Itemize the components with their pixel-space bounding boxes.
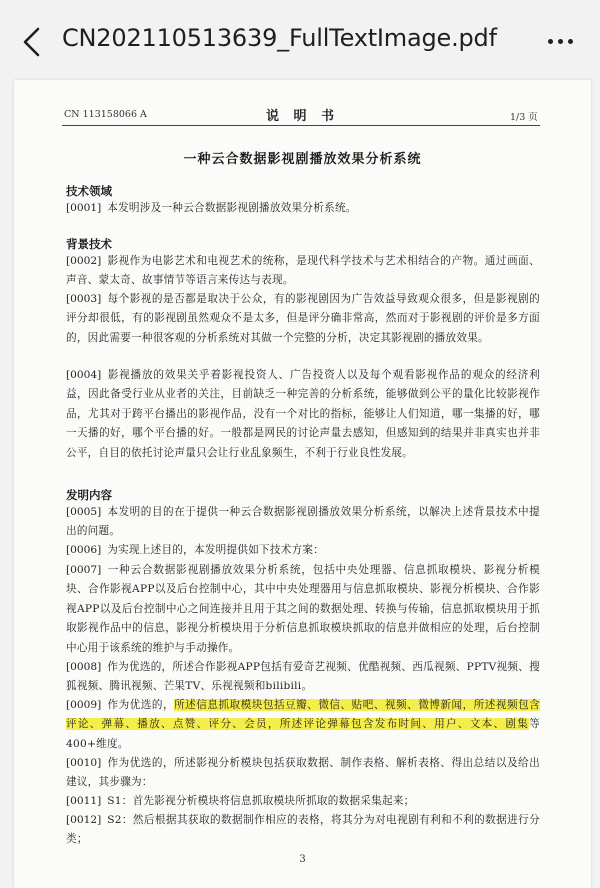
section-heading-tech-field: 技术领域 bbox=[66, 184, 112, 198]
paragraph-0007 bbox=[66, 561, 540, 658]
paragraph-number: [0010] bbox=[66, 757, 102, 769]
document-title: 一种云合数据影视剧播放效果分析系统 bbox=[183, 152, 422, 167]
paragraph-text: 影视作为电影艺术和电视艺术的统称，是现代科学技术与艺术相结合的产物。通过画面、声音、蒙太奇、故事情节等语言来传达与表现。 bbox=[66, 255, 540, 287]
paragraph-number: [0009] bbox=[66, 699, 102, 711]
page-indicator: 1/3 页 bbox=[510, 112, 538, 123]
paragraph-0011 bbox=[66, 792, 540, 811]
paragraph-text: 本发明的目的在于提供一种云合数据影视剧播放效果分析系统，以解决上述背景技术中提出的问题。 bbox=[66, 506, 540, 538]
paragraph-text: 本发明涉及一种云合数据影视剧播放效果分析系统。 bbox=[107, 202, 357, 214]
more-dots-icon bbox=[548, 39, 553, 44]
back-button[interactable] bbox=[14, 24, 50, 60]
paragraph-0005 bbox=[66, 503, 540, 542]
section-heading-invention: 发明内容 bbox=[66, 488, 112, 502]
paragraph-number: [0011] bbox=[66, 795, 102, 807]
paragraph-0012 bbox=[66, 811, 540, 850]
paragraph-number: [0012] bbox=[66, 814, 102, 826]
paragraph-0010 bbox=[66, 754, 540, 793]
paragraph-number: [0007] bbox=[66, 564, 102, 576]
header-divider bbox=[62, 125, 540, 126]
paragraph-number: [0005] bbox=[66, 506, 102, 518]
paragraph-number: [0006] bbox=[66, 544, 102, 556]
paragraph-text: 一种云合数据影视剧播放效果分析系统，包括中央处理器、信息抓取模块、影视分析模块、合作影视APP以及后台控制中心，其中中央处理器用与信息抓取模块、影视分析模块、合作影视APP以及后台控制中心之间连接并且用于其之间的数据处理、转换与传输，信息抓取模块用于抓取影视作品中的信息，影视分析模块用于分析信息抓取模块抓取的信息并做相应的处理，后台控制中心用于该系统的维护与手动操作。 bbox=[66, 564, 540, 654]
paragraph-text: 作为优选的，所述影视分析模块包括获取数据、制作表格、解析表格、得出总结以及给出建议，其步骤为： bbox=[66, 757, 540, 789]
paragraph-text: 为实现上述目的，本发明提供如下技术方案： bbox=[107, 544, 325, 556]
paragraph-lead: 作为优选的， bbox=[107, 699, 175, 711]
paragraph-0008 bbox=[66, 658, 540, 697]
chevron-left-icon bbox=[22, 27, 42, 57]
paragraph-tail: 等400+维度。 bbox=[66, 718, 540, 750]
top-bar bbox=[0, 0, 600, 78]
paragraph-text: 每个影视的是否都是取决于公众，有的影视剧因为广告效益导致观众很多，但是影视剧的评分却很低，有的影视剧虽然观众不是太多，但是评分确非常高，然而对于影视剧的评价是多方面的，因此需要一种很客观的分析系统对其做一个完整的分析，决定其影视剧的播放效果。 bbox=[66, 293, 540, 344]
header-title: 说 明 书 bbox=[266, 109, 340, 124]
paragraph-number: [0001] bbox=[66, 202, 102, 214]
highlighted-text: 所述信息抓取模块包括豆瓣、微信、贴吧、视频、微博新闻，所述视频包含评论、弹幕、播放、点赞、评分、会员，所述评论弹幕包含发布时间、用户、文本、剧集 bbox=[66, 699, 541, 731]
file-title: CN202110513639_FullTextImage.pdf bbox=[62, 24, 497, 52]
paragraph-0004 bbox=[66, 366, 540, 463]
paragraph-0002 bbox=[66, 252, 540, 291]
paragraph-number: [0002] bbox=[66, 255, 102, 267]
more-button[interactable] bbox=[540, 26, 580, 56]
paragraph-0006 bbox=[66, 541, 540, 560]
paragraph-number: [0003] bbox=[66, 293, 102, 305]
paragraph-number: [0004] bbox=[66, 369, 102, 381]
paragraph-0003 bbox=[66, 290, 540, 348]
paragraph-0009 bbox=[66, 696, 540, 754]
pdf-page[interactable] bbox=[14, 80, 591, 888]
section-heading-background: 背景技术 bbox=[66, 237, 112, 251]
paragraph-number: [0008] bbox=[66, 661, 102, 673]
paragraph-0001 bbox=[66, 199, 540, 218]
paragraph-text: 作为优选的，所述合作影视APP包括有爱奇艺视频、优酷视频、西瓜视频、PPTV视频、搜狐视频、腾讯视频、芒果TV、乐视视频和bilibili。 bbox=[66, 661, 540, 693]
paragraph-text: 影视播放的效果关乎着影视投资人、广告投资人以及每个观看影视作品的观众的经济利益，因此备受行业从业者的关注，目前缺乏一种完善的分析系统，能够做到公平的量化比较影视作品，尤其对于跨平台播出的影视作品，没有一个对比的指标，能够让人们知道，哪一集播的好，哪一天播的好，哪个平台播的好。一般都是网民的讨论声量去感知，但感知到的结果并非真实也并非公平，自目的依托讨论声量只会让行业乱象频生，不利于行业良性发展。 bbox=[66, 369, 540, 459]
paragraph-text: S1：首先影视分析模块将信息抓取模块所抓取的数据采集起来； bbox=[107, 795, 415, 807]
paragraph-text: S2：然后根据其获取的数据制作相应的表格，将其分为对电视剧有利和不利的数据进行分类； bbox=[66, 814, 540, 846]
publication-number: CN 113158066 A bbox=[64, 109, 147, 120]
page-number: 3 bbox=[299, 854, 306, 865]
